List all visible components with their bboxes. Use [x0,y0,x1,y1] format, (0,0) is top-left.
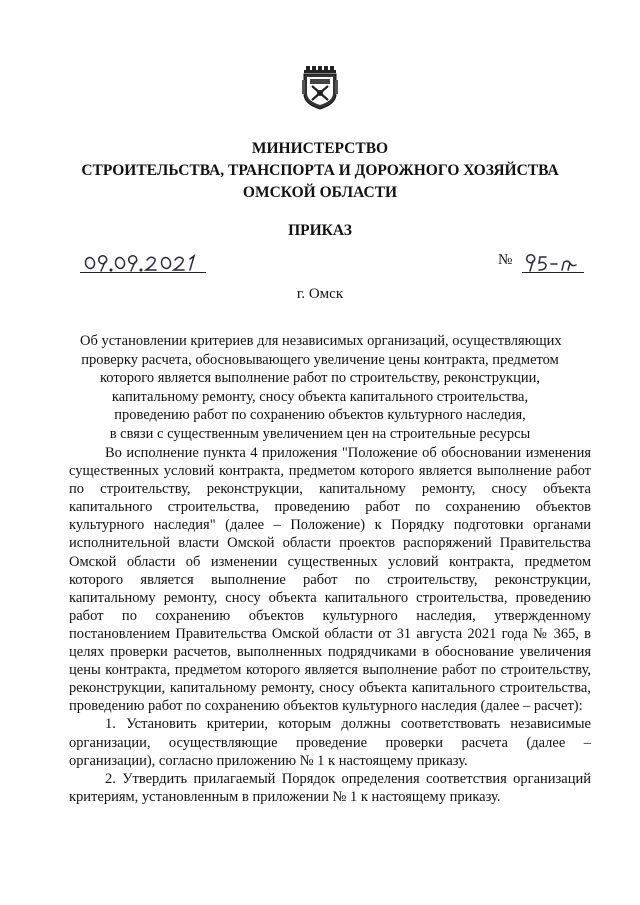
title-line: которого является выполнение работ по строительству, реконструкции, [100,370,540,386]
title-line: проведению работ по сохранению объектов культурного наследия, [114,407,526,423]
coat-of-arms-emblem [302,66,338,110]
number-field [522,252,584,274]
ministry-heading [40,138,600,204]
item-1-paragraph: 1. Установить критерии, которым должны соответствовать независимые организации, осуществляющие проведение проверки расчета (далее – организации), согласно приложению № 1 к настоящему приказу. [69,716,591,769]
order-number [498,252,588,274]
handwritten-number [522,252,584,274]
order-date [80,252,206,274]
heading-line-3: ОМСКОЙ ОБЛАСТИ [242,184,398,201]
handwritten-date [80,252,206,274]
item-2-paragraph: 2. Утвердить прилагаемый Порядок определения соответствия организаций критериям, установленным в приложении № 1 к настоящему приказу. [69,770,591,805]
preamble-paragraph: Во исполнение пункта 4 приложения "Положение об обосновании изменения существенных условий контракта, предметом которого является выполнение работ по строительству, реконструкции, капитальному ремонту, сносу объекта капитального строительства, проведению работ по сохранению объектов культурного наследия" (далее – Положение) к Порядку подготовки органами исполнительной власти Омской области проектов распоряжений Правительства Омской области об изменении существенных условий контракта, предметом которого является выполнение работ по строительству, реконструкции, капитальному ремонту, сносу объекта капитального строительства, проведению работ по сохранению объектов культурного наследия, утвержденному постановлением Правительства Омской области от 31 августа 2021 года № 365, в целях проверки расчетов, выполненных подрядчиками в обоснование увеличения цены контракта, предметом которого является выполнение работ по строительству, реконструкции, капитальному ремонту, сносу объекта капитального строительства, проведению работ по сохранению объектов культурного наследия (далее – расчет): [69,445,591,715]
heading-line-1: МИНИСТЕРСТВО [251,140,389,157]
title-line: в связи с существенным увеличением цен на строительные ресурсы [109,425,531,442]
order-title: ПРИКАЗ [288,222,352,239]
order-body [69,444,591,806]
title-line: проверку расчета, обосновывающего увеличение цены контракта, предметом [81,351,559,368]
number-sign: № [498,252,513,268]
title-line: капитальному ремонту, сносу объекта капитального строительства, [111,388,529,405]
city-name: г. Омск [296,286,344,302]
title-line: Об установлении критериев для независимых организаций, осуществляющих [80,333,562,349]
order-subject-title [80,332,560,443]
heading-line-2: СТРОИТЕЛЬСТВА, ТРАНСПОРТА И ДОРОЖНОГО ХОЗЯЙСТВА [81,162,559,179]
